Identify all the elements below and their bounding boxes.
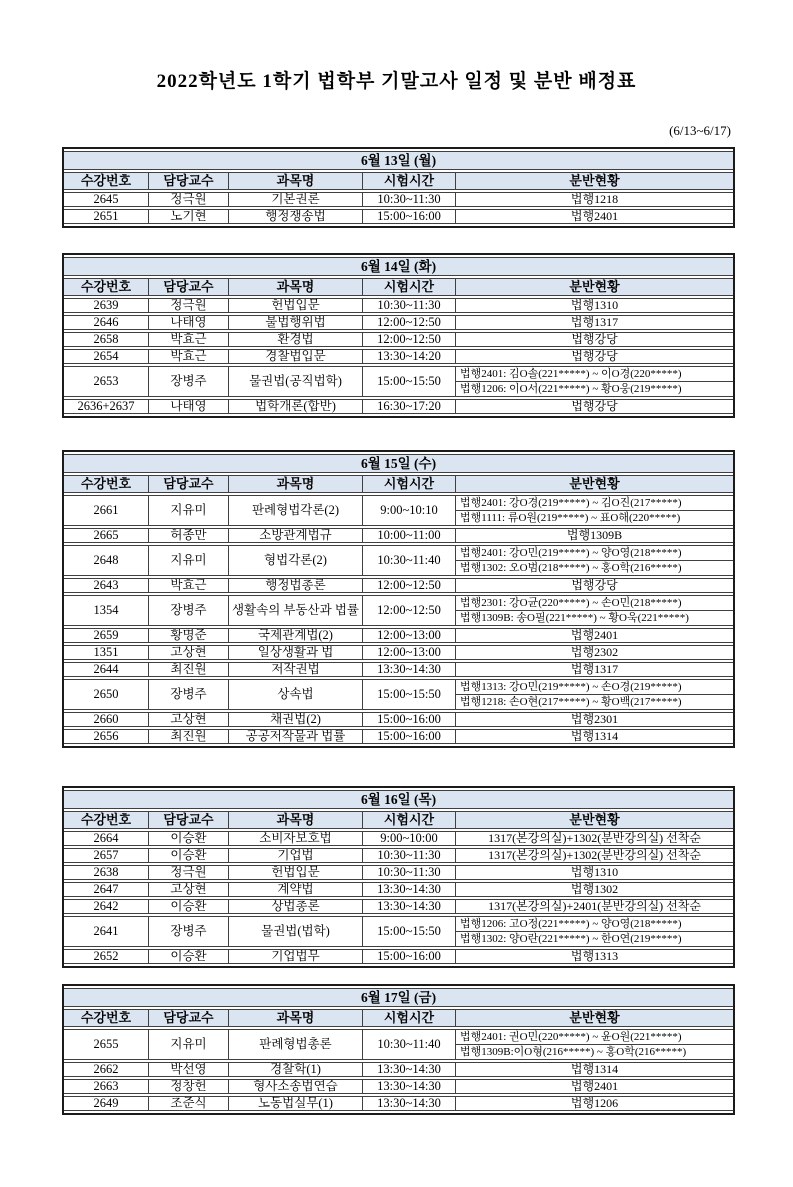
cell-professor: 정극원 bbox=[148, 865, 228, 880]
cell-professor: 나태영 bbox=[148, 315, 228, 330]
column-header: 과목명 bbox=[228, 1009, 362, 1027]
cell-sections: 법행1317 bbox=[455, 662, 733, 677]
cell-course-number: 2662 bbox=[64, 1062, 148, 1077]
column-header: 분반현황 bbox=[455, 172, 733, 190]
cell-course-name: 계약법 bbox=[228, 882, 362, 897]
day-header: 6월 13일 (월) bbox=[64, 151, 733, 170]
column-header: 수강번호 bbox=[64, 475, 148, 493]
column-header: 과목명 bbox=[228, 172, 362, 190]
cell-course-name: 기업법무 bbox=[228, 949, 362, 964]
cell-course-number: 2652 bbox=[64, 949, 148, 964]
page-title: 2022학년도 1학기 법학부 기말고사 일정 및 분반 배정표 bbox=[156, 71, 637, 92]
date-range: (6/13~6/17) bbox=[669, 123, 731, 138]
cell-professor: 정극원 bbox=[148, 298, 228, 313]
cell-exam-time: 12:00~13:00 bbox=[362, 628, 455, 643]
exam-day-table bbox=[62, 253, 735, 418]
table-row bbox=[64, 645, 733, 660]
table-row bbox=[64, 712, 733, 727]
table-row bbox=[64, 1062, 733, 1077]
cell-sections: 법행2401 bbox=[455, 209, 733, 224]
cell-course-name: 판례형법각론(2) bbox=[228, 495, 362, 526]
section-line: 법행1206: 고O정(221*****) ~ 양O영(218*****) bbox=[460, 918, 682, 930]
cell-course-number: 2647 bbox=[64, 882, 148, 897]
cell-professor: 박효근 bbox=[148, 332, 228, 347]
column-header: 과목명 bbox=[228, 811, 362, 829]
day-header-row bbox=[64, 151, 733, 170]
cell-course-number: 2664 bbox=[64, 831, 148, 846]
table-row bbox=[64, 545, 733, 576]
cell-course-name: 소방관계법규 bbox=[228, 528, 362, 543]
section-line: 법행1111: 류O원(219*****) ~ 표O해(220*****) bbox=[456, 510, 733, 525]
cell-exam-time: 10:30~11:30 bbox=[362, 192, 455, 207]
column-header-row bbox=[64, 811, 733, 829]
column-header-row bbox=[64, 278, 733, 296]
column-header-row bbox=[64, 1009, 733, 1027]
cell-professor: 고상현 bbox=[148, 712, 228, 727]
cell-course-name: 법학개론(합반) bbox=[228, 399, 362, 414]
cell-course-number: 2651 bbox=[64, 209, 148, 224]
cell-professor: 장병주 bbox=[148, 916, 228, 947]
cell-sections: 법행1317 bbox=[455, 315, 733, 330]
cell-course-name: 국제관계법(2) bbox=[228, 628, 362, 643]
section-line: 법행2401: 김O솔(221*****) ~ 이O경(220*****) bbox=[460, 368, 682, 380]
cell-sections: 법행1310 bbox=[455, 865, 733, 880]
day-header-row bbox=[64, 454, 733, 473]
cell-professor: 최진원 bbox=[148, 729, 228, 744]
column-header-row bbox=[64, 172, 733, 190]
cell-exam-time: 12:00~12:50 bbox=[362, 315, 455, 330]
cell-exam-time: 15:00~16:00 bbox=[362, 712, 455, 727]
column-header: 수강번호 bbox=[64, 278, 148, 296]
cell-professor: 이승환 bbox=[148, 831, 228, 846]
cell-course-name: 경찰학(1) bbox=[228, 1062, 362, 1077]
day-header-row bbox=[64, 988, 733, 1007]
column-header: 분반현황 bbox=[455, 1009, 733, 1027]
table-row bbox=[64, 1079, 733, 1094]
cell-exam-time: 9:00~10:00 bbox=[362, 831, 455, 846]
table-row bbox=[64, 848, 733, 863]
cell-exam-time: 12:00~12:50 bbox=[362, 578, 455, 593]
cell-course-name: 헌법입문 bbox=[228, 865, 362, 880]
cell-sections: 법행강당 bbox=[455, 332, 733, 347]
table-row bbox=[64, 366, 733, 397]
cell-sections bbox=[455, 595, 733, 626]
cell-course-number: 2653 bbox=[64, 366, 148, 397]
table-row bbox=[64, 831, 733, 846]
day-header: 6월 15일 (수) bbox=[64, 454, 733, 473]
cell-course-name: 저작권법 bbox=[228, 662, 362, 677]
cell-sections: 법행2401 bbox=[455, 1079, 733, 1094]
cell-course-number: 2660 bbox=[64, 712, 148, 727]
cell-sections: 법행1313 bbox=[455, 949, 733, 964]
table-row bbox=[64, 916, 733, 947]
cell-course-name: 상속법 bbox=[228, 679, 362, 710]
cell-course-number: 2648 bbox=[64, 545, 148, 576]
cell-exam-time: 10:30~11:30 bbox=[362, 298, 455, 313]
table-row bbox=[64, 865, 733, 880]
column-header: 수강번호 bbox=[64, 172, 148, 190]
cell-course-number: 2638 bbox=[64, 865, 148, 880]
cell-exam-time: 9:00~10:10 bbox=[362, 495, 455, 526]
column-header: 과목명 bbox=[228, 475, 362, 493]
day-header: 6월 14일 (화) bbox=[64, 257, 733, 276]
cell-course-name: 일상생활과 법 bbox=[228, 645, 362, 660]
exam-tables bbox=[62, 147, 731, 1115]
cell-exam-time: 13:30~14:20 bbox=[362, 349, 455, 364]
cell-exam-time: 15:00~15:50 bbox=[362, 679, 455, 710]
cell-course-name: 기업법 bbox=[228, 848, 362, 863]
section-line: 법행1206: 이O서(221*****) ~ 황O웅(219*****) bbox=[456, 381, 733, 396]
cell-professor: 정창헌 bbox=[148, 1079, 228, 1094]
section-line: 법행1309B: 송O필(221*****) ~ 황O욱(221*****) bbox=[456, 610, 733, 625]
cell-course-name: 형법각론(2) bbox=[228, 545, 362, 576]
day-header: 6월 17일 (금) bbox=[64, 988, 733, 1007]
cell-course-number: 2642 bbox=[64, 899, 148, 914]
table-row bbox=[64, 729, 733, 744]
exam-day-table bbox=[62, 786, 735, 968]
cell-course-number: 2656 bbox=[64, 729, 148, 744]
cell-professor: 이승환 bbox=[148, 899, 228, 914]
cell-professor: 지유미 bbox=[148, 1029, 228, 1060]
cell-exam-time: 13:30~14:30 bbox=[362, 1096, 455, 1111]
document-page bbox=[0, 66, 793, 1115]
section-line: 법행1302: 오O범(218*****) ~ 홍O학(216*****) bbox=[456, 560, 733, 575]
cell-exam-time: 15:00~16:00 bbox=[362, 729, 455, 744]
section-line: 법행1309B:이O형(216*****) ~ 홍O학(216*****) bbox=[456, 1044, 733, 1059]
cell-course-number: 2663 bbox=[64, 1079, 148, 1094]
cell-course-number: 1351 bbox=[64, 645, 148, 660]
table-row bbox=[64, 349, 733, 364]
column-header: 시험시간 bbox=[362, 811, 455, 829]
cell-professor: 정극원 bbox=[148, 192, 228, 207]
column-header: 담당교수 bbox=[148, 1009, 228, 1027]
cell-professor: 박효근 bbox=[148, 349, 228, 364]
cell-sections: 법행1218 bbox=[455, 192, 733, 207]
cell-exam-time: 15:00~16:00 bbox=[362, 209, 455, 224]
cell-sections bbox=[455, 366, 733, 397]
section-line: 법행2301: 강O균(220*****) ~ 손O민(218*****) bbox=[460, 597, 682, 609]
cell-exam-time: 16:30~17:20 bbox=[362, 399, 455, 414]
cell-sections: 법행1309B bbox=[455, 528, 733, 543]
table-row bbox=[64, 399, 733, 414]
cell-course-name: 행정쟁송법 bbox=[228, 209, 362, 224]
cell-professor: 고상현 bbox=[148, 882, 228, 897]
column-header: 분반현황 bbox=[455, 475, 733, 493]
cell-course-name: 환경법 bbox=[228, 332, 362, 347]
cell-course-name: 생활속의 부동산과 법률 bbox=[228, 595, 362, 626]
column-header: 담당교수 bbox=[148, 172, 228, 190]
section-line: 법행2401: 강O민(219*****) ~ 양O영(218*****) bbox=[460, 547, 682, 559]
cell-exam-time: 10:30~11:40 bbox=[362, 1029, 455, 1060]
cell-course-name: 소비자보호법 bbox=[228, 831, 362, 846]
cell-sections: 1317(본강의실)+2401(분반강의실) 선착순 bbox=[455, 899, 733, 914]
cell-course-name: 노동법실무(1) bbox=[228, 1096, 362, 1111]
cell-professor: 이승환 bbox=[148, 848, 228, 863]
cell-exam-time: 13:30~14:30 bbox=[362, 662, 455, 677]
cell-exam-time: 13:30~14:30 bbox=[362, 1079, 455, 1094]
column-header: 담당교수 bbox=[148, 278, 228, 296]
column-header: 분반현황 bbox=[455, 278, 733, 296]
cell-sections: 법행2401 bbox=[455, 628, 733, 643]
cell-course-name: 물권법(공직법학) bbox=[228, 366, 362, 397]
cell-sections: 법행강당 bbox=[455, 399, 733, 414]
column-header: 수강번호 bbox=[64, 811, 148, 829]
cell-course-number: 2661 bbox=[64, 495, 148, 526]
table-row bbox=[64, 1029, 733, 1060]
section-line: 법행1218: 손O현(217*****) ~ 황O백(217*****) bbox=[456, 694, 733, 709]
table-row bbox=[64, 662, 733, 677]
cell-sections bbox=[455, 916, 733, 947]
cell-exam-time: 13:30~14:30 bbox=[362, 899, 455, 914]
cell-exam-time: 10:00~11:00 bbox=[362, 528, 455, 543]
table-row bbox=[64, 949, 733, 964]
table-row bbox=[64, 578, 733, 593]
day-header: 6월 16일 (목) bbox=[64, 790, 733, 809]
column-header: 시험시간 bbox=[362, 475, 455, 493]
column-header: 시험시간 bbox=[362, 1009, 455, 1027]
column-header: 담당교수 bbox=[148, 475, 228, 493]
cell-sections: 법행1314 bbox=[455, 729, 733, 744]
cell-exam-time: 13:30~14:30 bbox=[362, 882, 455, 897]
cell-professor: 나태영 bbox=[148, 399, 228, 414]
cell-course-number: 2654 bbox=[64, 349, 148, 364]
column-header: 시험시간 bbox=[362, 172, 455, 190]
cell-exam-time: 12:00~13:00 bbox=[362, 645, 455, 660]
cell-professor: 박효근 bbox=[148, 578, 228, 593]
column-header: 담당교수 bbox=[148, 811, 228, 829]
cell-course-name: 헌법입문 bbox=[228, 298, 362, 313]
cell-sections: 법행1310 bbox=[455, 298, 733, 313]
cell-exam-time: 10:30~11:30 bbox=[362, 848, 455, 863]
day-header-row bbox=[64, 257, 733, 276]
table-row bbox=[64, 628, 733, 643]
column-header: 과목명 bbox=[228, 278, 362, 296]
table-row bbox=[64, 315, 733, 330]
cell-professor: 장병주 bbox=[148, 679, 228, 710]
exam-day-table bbox=[62, 984, 735, 1115]
cell-professor: 장병주 bbox=[148, 595, 228, 626]
cell-professor: 박선영 bbox=[148, 1062, 228, 1077]
cell-professor: 고상현 bbox=[148, 645, 228, 660]
table-row bbox=[64, 882, 733, 897]
cell-exam-time: 15:00~16:00 bbox=[362, 949, 455, 964]
table-row bbox=[64, 332, 733, 347]
day-header-row bbox=[64, 790, 733, 809]
cell-sections: 법행강당 bbox=[455, 578, 733, 593]
cell-professor: 지유미 bbox=[148, 495, 228, 526]
cell-professor: 조준식 bbox=[148, 1096, 228, 1111]
section-line: 법행1313: 강O민(219*****) ~ 손O경(219*****) bbox=[460, 681, 682, 693]
table-row bbox=[64, 495, 733, 526]
cell-course-name: 불법행위법 bbox=[228, 315, 362, 330]
cell-professor: 이승환 bbox=[148, 949, 228, 964]
cell-course-number: 2659 bbox=[64, 628, 148, 643]
cell-course-number: 2649 bbox=[64, 1096, 148, 1111]
column-header: 분반현황 bbox=[455, 811, 733, 829]
cell-professor: 최진원 bbox=[148, 662, 228, 677]
cell-course-number: 2644 bbox=[64, 662, 148, 677]
cell-course-name: 상법총론 bbox=[228, 899, 362, 914]
cell-exam-time: 13:30~14:30 bbox=[362, 1062, 455, 1077]
section-line: 법행2401: 강O경(219*****) ~ 김O진(217*****) bbox=[460, 497, 682, 509]
cell-course-number: 2658 bbox=[64, 332, 148, 347]
table-row bbox=[64, 899, 733, 914]
cell-course-number: 2636+2637 bbox=[64, 399, 148, 414]
cell-course-number: 2641 bbox=[64, 916, 148, 947]
cell-sections: 법행1206 bbox=[455, 1096, 733, 1111]
cell-course-number: 2665 bbox=[64, 528, 148, 543]
cell-course-name: 경찰법입문 bbox=[228, 349, 362, 364]
cell-course-number: 2639 bbox=[64, 298, 148, 313]
cell-course-name: 행정법총론 bbox=[228, 578, 362, 593]
cell-sections bbox=[455, 1029, 733, 1060]
table-row bbox=[64, 679, 733, 710]
table-row bbox=[64, 209, 733, 224]
cell-sections: 1317(본강의실)+1302(분반강의실) 선착순 bbox=[455, 831, 733, 846]
content-area bbox=[62, 123, 731, 1115]
table-row bbox=[64, 1096, 733, 1111]
cell-course-number: 2646 bbox=[64, 315, 148, 330]
cell-exam-time: 10:30~11:40 bbox=[362, 545, 455, 576]
section-line: 법행1302: 양O란(221*****) ~ 한O연(219*****) bbox=[456, 931, 733, 946]
cell-exam-time: 15:00~15:50 bbox=[362, 916, 455, 947]
cell-course-number: 2650 bbox=[64, 679, 148, 710]
cell-professor: 장병주 bbox=[148, 366, 228, 397]
cell-course-number: 2655 bbox=[64, 1029, 148, 1060]
exam-day-table bbox=[62, 450, 735, 748]
cell-course-number: 2645 bbox=[64, 192, 148, 207]
column-header: 수강번호 bbox=[64, 1009, 148, 1027]
table-row bbox=[64, 192, 733, 207]
cell-course-name: 형사소송법연습 bbox=[228, 1079, 362, 1094]
exam-day-table bbox=[62, 147, 735, 228]
cell-course-number: 2643 bbox=[64, 578, 148, 593]
cell-sections: 법행1314 bbox=[455, 1062, 733, 1077]
cell-sections: 법행1302 bbox=[455, 882, 733, 897]
cell-course-name: 공공저작물과 법률 bbox=[228, 729, 362, 744]
cell-course-name: 판례형법총론 bbox=[228, 1029, 362, 1060]
table-row bbox=[64, 595, 733, 626]
cell-professor: 허종만 bbox=[148, 528, 228, 543]
cell-sections bbox=[455, 545, 733, 576]
cell-sections: 법행2302 bbox=[455, 645, 733, 660]
cell-exam-time: 12:00~12:50 bbox=[362, 595, 455, 626]
cell-sections: 법행강당 bbox=[455, 349, 733, 364]
cell-sections: 법행2301 bbox=[455, 712, 733, 727]
cell-course-name: 기본권론 bbox=[228, 192, 362, 207]
cell-exam-time: 10:30~11:30 bbox=[362, 865, 455, 880]
cell-sections bbox=[455, 679, 733, 710]
cell-sections bbox=[455, 495, 733, 526]
cell-exam-time: 12:00~12:50 bbox=[362, 332, 455, 347]
cell-professor: 지유미 bbox=[148, 545, 228, 576]
cell-sections: 1317(본강의실)+1302(분반강의실) 선착순 bbox=[455, 848, 733, 863]
table-row bbox=[64, 528, 733, 543]
cell-professor: 노기현 bbox=[148, 209, 228, 224]
cell-course-number: 1354 bbox=[64, 595, 148, 626]
cell-course-number: 2657 bbox=[64, 848, 148, 863]
cell-course-name: 물권법(법학) bbox=[228, 916, 362, 947]
cell-professor: 황명준 bbox=[148, 628, 228, 643]
column-header-row bbox=[64, 475, 733, 493]
table-row bbox=[64, 298, 733, 313]
cell-exam-time: 15:00~15:50 bbox=[362, 366, 455, 397]
column-header: 시험시간 bbox=[362, 278, 455, 296]
cell-course-name: 채권법(2) bbox=[228, 712, 362, 727]
section-line: 법행2401: 권O민(220*****) ~ 윤O원(221*****) bbox=[460, 1031, 682, 1043]
